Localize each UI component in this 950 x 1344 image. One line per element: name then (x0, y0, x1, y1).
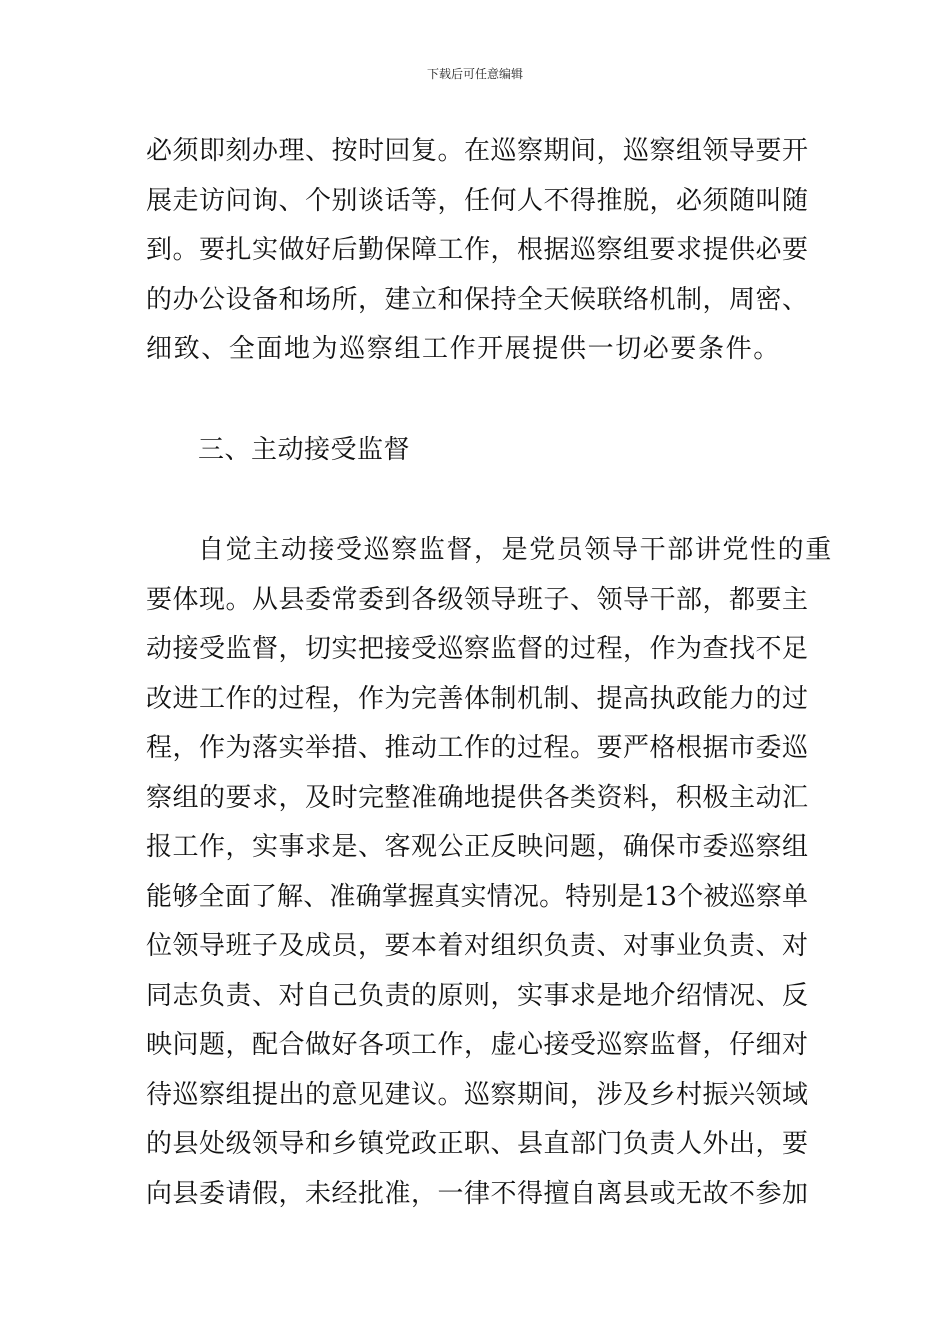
paragraph-line: 向县委请假，未经批准，一律不得擅自离县或无故不参加 (146, 1178, 808, 1209)
paragraph-line: 到。要扎实做好后勤保障工作，根据巡察组要求提供必要 (146, 235, 808, 265)
paragraph-line: 报工作，实事求是、客观公正反映问题，确保市委巡察组 (146, 832, 808, 862)
paragraph-line: 改进工作的过程，作为完善体制机制、提高执政能力的过 (146, 683, 808, 714)
section-heading: 三、主动接受监督 (198, 434, 411, 465)
paragraph-line: 必须即刻办理、按时回复。在巡察期间，巡察组领导要开 (146, 136, 808, 166)
paragraph-line: 的县处级领导和乡镇党政正职、县直部门负责人外出，要 (146, 1129, 808, 1159)
paragraph-gap (146, 475, 808, 526)
paragraph-gap (146, 375, 808, 426)
paragraph-line: 能够全面了解、准确掌握真实情况。特别是13个被巡察单 (146, 881, 808, 912)
paragraph-line: 细致、全面地为巡察组工作开展提供一切必要条件。 (146, 334, 781, 364)
paragraph-line: 同志负责、对自己负责的原则，实事求是地介绍情况、反 (146, 980, 808, 1011)
paragraph-line: 展走访问询、个别谈话等，任何人不得推脱，必须随叫随 (146, 185, 808, 216)
paragraph-line: 动接受监督，切实把接受巡察监督的过程，作为查找不足 (146, 634, 808, 664)
document-body (146, 127, 833, 1219)
paragraph-line: 察组的要求，及时完整准确地提供各类资料，积极主动汇 (146, 782, 808, 813)
paragraph-line: 的办公设备和场所，建立和保持全天候联络机制，周密、 (146, 284, 808, 315)
paragraph-line: 程，作为落实举措、推动工作的过程。要严格根据市委巡 (146, 733, 808, 763)
paragraph-line: 要体现。从县委常委到各级领导班子、领导干部，都要主 (146, 584, 808, 615)
paragraph-line: 自觉主动接受巡察监督，是党员领导干部讲党性的重 (198, 535, 833, 565)
paragraph-line: 位领导班子及成员，要本着对组织负责、对事业负责、对 (146, 931, 808, 961)
paragraph-line: 待巡察组提出的意见建议。巡察期间，涉及乡村振兴领域 (146, 1079, 808, 1110)
page-header-note: 下载后可任意编辑 (426, 67, 523, 81)
paragraph-line: 映问题，配合做好各项工作，虚心接受巡察监督，仔细对 (146, 1030, 808, 1060)
